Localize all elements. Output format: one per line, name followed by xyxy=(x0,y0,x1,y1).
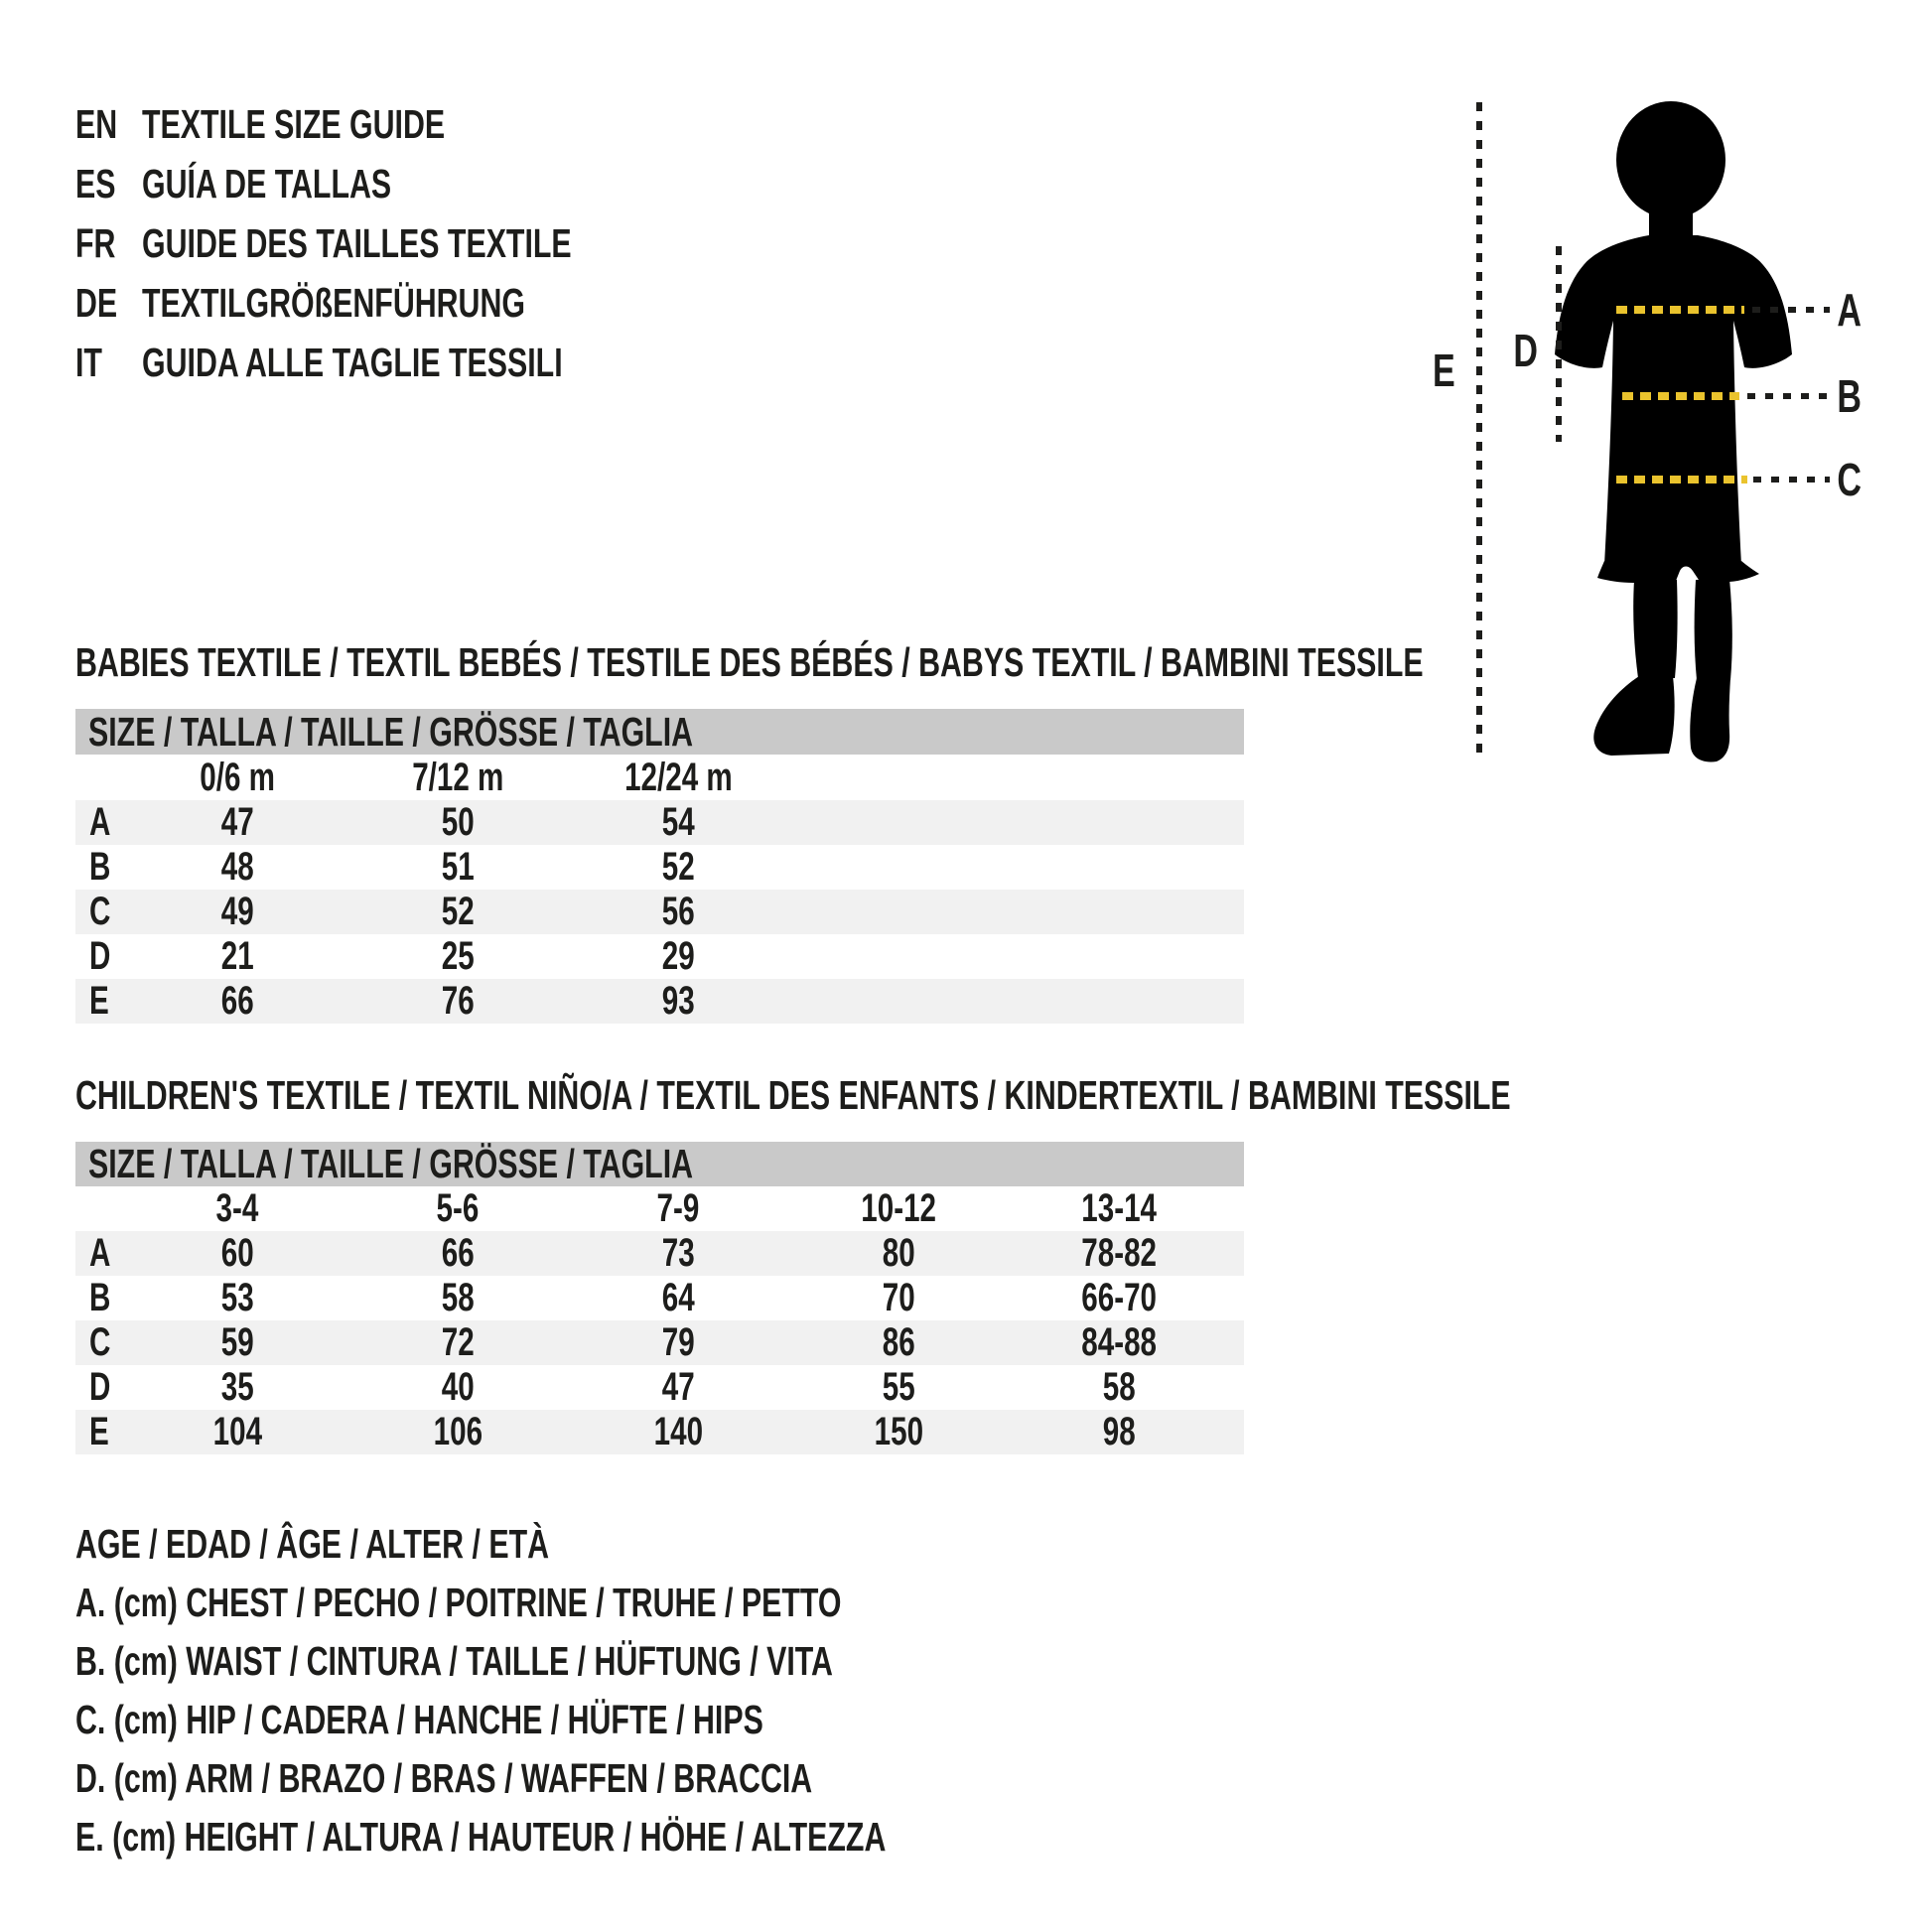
table-column-header: 7/12 m xyxy=(411,755,504,799)
language-row-fr xyxy=(75,213,723,273)
row-label-cell: D xyxy=(89,934,111,978)
table-cell: 66-70 xyxy=(1081,1276,1157,1319)
measurement-legend xyxy=(75,1515,1171,1866)
row-label-cell: E xyxy=(89,1410,109,1453)
table-cell: 84-88 xyxy=(1081,1320,1157,1364)
language-code: IT xyxy=(75,340,102,385)
children-table-row-e xyxy=(75,1410,1244,1454)
table-cell: 54 xyxy=(661,800,695,844)
table-cell: 79 xyxy=(661,1320,695,1364)
table-cell: 35 xyxy=(220,1365,254,1409)
language-row-es xyxy=(75,154,723,213)
table-cell: 80 xyxy=(882,1231,915,1275)
language-row-de xyxy=(75,273,723,333)
babies-table-row-d xyxy=(75,934,1244,979)
babies-size-header-bar: SIZE / TALLA / TAILLE / GRÖSSE / TAGLIA xyxy=(75,709,1244,755)
babies-table-row-c xyxy=(75,890,1244,934)
table-cell: 140 xyxy=(653,1410,703,1453)
language-row-it xyxy=(75,333,723,392)
table-cell: 76 xyxy=(441,979,475,1023)
table-cell: 48 xyxy=(220,845,254,889)
row-label-cell: B xyxy=(89,1276,111,1319)
table-cell: 78-82 xyxy=(1081,1231,1157,1275)
legend-age-line: AGE / EDAD / ÂGE / ALTER / ETÀ xyxy=(75,1521,550,1567)
table-cell: 49 xyxy=(220,890,254,933)
children-size-table xyxy=(75,1186,1244,1454)
children-table-row-a xyxy=(75,1231,1244,1276)
row-label-cell: A xyxy=(89,800,111,844)
table-cell: 64 xyxy=(661,1276,695,1319)
row-label-cell: E xyxy=(89,979,109,1023)
table-cell: 58 xyxy=(441,1276,475,1319)
table-column-header: 0/6 m xyxy=(200,755,275,799)
figure-label-d: D xyxy=(1513,325,1539,376)
row-label-cell: C xyxy=(89,890,111,933)
babies-size-table xyxy=(75,755,1244,1024)
children-table-header-row xyxy=(75,1186,1244,1231)
measurement-lines xyxy=(1390,89,1932,804)
table-cell: 50 xyxy=(441,800,475,844)
figure-label-c: C xyxy=(1837,454,1863,505)
babies-table-row-a xyxy=(75,800,1244,845)
children-table-row-d xyxy=(75,1365,1244,1410)
table-cell: 52 xyxy=(441,890,475,933)
table-cell: 72 xyxy=(441,1320,475,1364)
legend-item-a: A. (cm) CHEST / PECHO / POITRINE / TRUHE / PETTO xyxy=(75,1580,842,1625)
table-cell: 58 xyxy=(1102,1365,1136,1409)
row-label-cell: D xyxy=(89,1365,111,1409)
language-title: TEXTILGRÖßENFÜHRUNG xyxy=(142,280,525,326)
table-cell: 55 xyxy=(882,1365,915,1409)
figure-label-b: B xyxy=(1837,370,1863,422)
table-cell: 47 xyxy=(661,1365,695,1409)
children-size-header-bar: SIZE / TALLA / TAILLE / GRÖSSE / TAGLIA xyxy=(75,1142,1244,1186)
babies-table-row-b xyxy=(75,845,1244,890)
table-column-header: 10-12 xyxy=(861,1186,936,1230)
table-cell: 52 xyxy=(661,845,695,889)
table-cell: 60 xyxy=(220,1231,254,1275)
row-label-cell: B xyxy=(89,845,111,889)
table-cell: 47 xyxy=(220,800,254,844)
table-cell: 40 xyxy=(441,1365,475,1409)
table-cell: 25 xyxy=(441,934,475,978)
table-column-header: 13-14 xyxy=(1081,1186,1157,1230)
row-label-cell: C xyxy=(89,1320,111,1364)
language-title: TEXTILE SIZE GUIDE xyxy=(142,101,446,147)
figure-label-e: E xyxy=(1432,345,1455,396)
table-column-header: 3-4 xyxy=(215,1186,259,1230)
children-table-row-b xyxy=(75,1276,1244,1320)
language-code: ES xyxy=(75,161,116,207)
table-column-header: 12/24 m xyxy=(623,755,733,799)
table-cell: 59 xyxy=(220,1320,254,1364)
children-table-row-c xyxy=(75,1320,1244,1365)
table-column-header: 5-6 xyxy=(436,1186,480,1230)
babies-table-row-e xyxy=(75,979,1244,1024)
table-cell: 56 xyxy=(661,890,695,933)
table-cell: 73 xyxy=(661,1231,695,1275)
table-cell: 21 xyxy=(220,934,254,978)
language-title-list xyxy=(75,94,723,392)
table-cell: 66 xyxy=(441,1231,475,1275)
legend-item-c: C. (cm) HIP / CADERA / HANCHE / HÜFTE / HIPS xyxy=(75,1697,763,1742)
row-label-cell: A xyxy=(89,1231,111,1275)
language-row-en xyxy=(75,94,723,154)
table-cell: 93 xyxy=(661,979,695,1023)
legend-item-d: D. (cm) ARM / BRAZO / BRAS / WAFFEN / BRACCIA xyxy=(75,1755,813,1801)
table-cell: 104 xyxy=(212,1410,262,1453)
language-title: GUÍA DE TALLAS xyxy=(142,161,392,207)
language-title: GUIDE DES TAILLES TEXTILE xyxy=(142,220,572,266)
figure-label-a: A xyxy=(1837,284,1863,336)
language-code: FR xyxy=(75,220,116,266)
language-code: DE xyxy=(75,280,118,326)
table-column-header: 7-9 xyxy=(656,1186,700,1230)
table-cell: 53 xyxy=(220,1276,254,1319)
children-section-heading: CHILDREN'S TEXTILE / TEXTIL NIÑO/A / TEXTIL DES ENFANTS / KINDERTEXTIL / BAMBINI TESSILE xyxy=(75,1072,1511,1118)
table-cell: 29 xyxy=(661,934,695,978)
table-cell: 70 xyxy=(882,1276,915,1319)
table-cell: 98 xyxy=(1102,1410,1136,1453)
language-code: EN xyxy=(75,101,118,147)
babies-table-header-row xyxy=(75,755,1244,800)
babies-section-heading: BABIES TEXTILE / TEXTIL BEBÉS / TESTILE DES BÉBÉS / BABYS TEXTIL / BAMBINI TESSILE xyxy=(75,639,1424,685)
language-title: GUIDA ALLE TAGLIE TESSILI xyxy=(142,340,563,385)
legend-item-b: B. (cm) WAIST / CINTURA / TAILLE / HÜFTUNG / VITA xyxy=(75,1638,833,1684)
table-cell: 86 xyxy=(882,1320,915,1364)
table-cell: 51 xyxy=(441,845,475,889)
table-cell: 66 xyxy=(220,979,254,1023)
table-cell: 150 xyxy=(874,1410,923,1453)
table-cell: 106 xyxy=(433,1410,483,1453)
legend-item-e: E. (cm) HEIGHT / ALTURA / HAUTEUR / HÖHE / ALTEZZA xyxy=(75,1814,887,1860)
